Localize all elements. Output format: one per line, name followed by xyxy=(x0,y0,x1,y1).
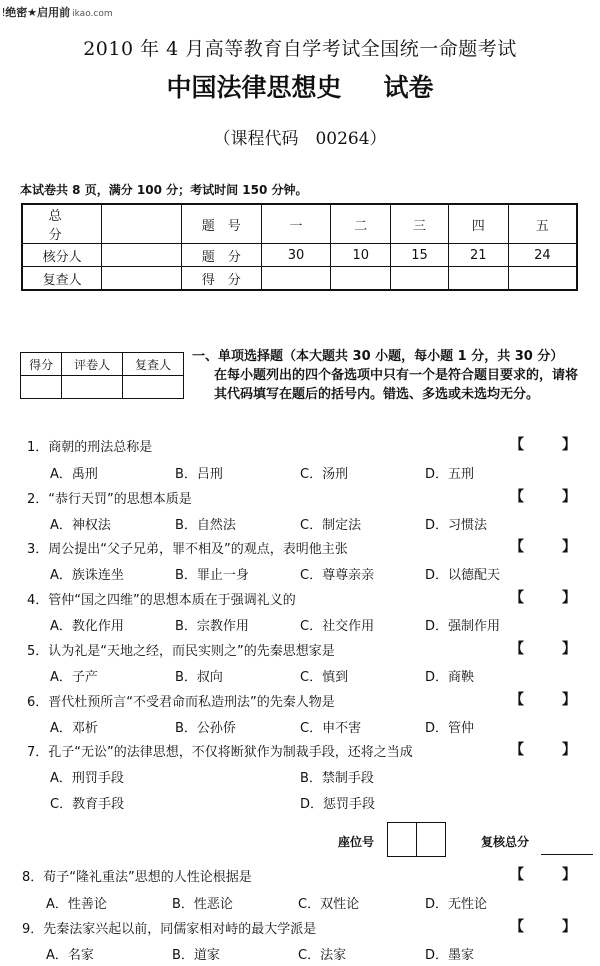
exam-title: 2010 年 4 月高等教育自学考试全国统一命题考试 xyxy=(83,38,517,60)
score-row-points xyxy=(22,244,577,267)
section-number: 五 xyxy=(508,204,577,244)
final-check-line[interactable] xyxy=(541,854,593,855)
option: B．罪止一身 xyxy=(175,568,249,583)
option: A．神权法 xyxy=(50,518,111,533)
option: D．习惯法 xyxy=(425,518,488,533)
reviewer-cell xyxy=(102,267,182,291)
question-stem: 7．孔子“无讼”的法律思想，不仅将断狱作为制裁手段，还将之当成 xyxy=(27,745,413,760)
option: D．五刑 xyxy=(425,467,475,482)
option: A．子产 xyxy=(50,670,98,685)
section-number: 一 xyxy=(261,204,331,244)
answer-bracket[interactable]: 【 】 xyxy=(510,867,576,883)
option: D．无性论 xyxy=(425,897,488,912)
section-points: 15 xyxy=(391,244,449,267)
earned-cell xyxy=(508,267,577,291)
grader-table xyxy=(20,352,184,399)
checker-cell xyxy=(102,244,182,267)
option: C．尊尊亲亲 xyxy=(300,568,375,583)
option: A．教化作用 xyxy=(50,619,124,634)
label-total-score: 总 分 xyxy=(22,204,102,244)
answer-bracket[interactable]: 【 】 xyxy=(510,539,576,555)
option: B．禁制手段 xyxy=(300,771,374,786)
earned-cell xyxy=(261,267,331,291)
grader-header-reviewer: 复查人 xyxy=(123,353,184,376)
option: A．性善论 xyxy=(46,897,107,912)
section-points: 24 xyxy=(508,244,577,267)
option: C．慎到 xyxy=(300,670,349,685)
seat-number-box[interactable] xyxy=(416,822,446,857)
option: C．双性论 xyxy=(298,897,360,912)
option: C．社交作用 xyxy=(300,619,375,634)
option: A．刑罚手段 xyxy=(50,771,124,786)
seat-number-label: 座位号 xyxy=(338,835,375,849)
question-stem: 4．管仲“国之四维”的思想本质在于强调礼义的 xyxy=(27,593,296,608)
option: B．公孙侨 xyxy=(175,721,236,736)
earned-cell xyxy=(391,267,449,291)
answer-bracket[interactable]: 【 】 xyxy=(510,590,576,606)
option: D．管仲 xyxy=(425,721,475,736)
grader-cell xyxy=(62,376,123,399)
answer-bracket[interactable]: 【 】 xyxy=(510,742,576,758)
question-stem: 6．晋代杜预所言“不受君命而私造刑法”的先秦人物是 xyxy=(27,695,335,710)
label-reviewer: 复查人 xyxy=(22,267,102,291)
option: C．汤刑 xyxy=(300,467,349,482)
section-number: 四 xyxy=(448,204,508,244)
course-code: （课程代码 00264） xyxy=(213,129,387,149)
option: D．强制作用 xyxy=(425,619,501,634)
option: A．名家 xyxy=(46,948,94,963)
option: C．申不害 xyxy=(300,721,362,736)
answer-bracket[interactable]: 【 】 xyxy=(510,437,576,453)
label-earned-points: 得 分 xyxy=(181,267,261,291)
question-stem: 1．商朝的刑法总称是 xyxy=(27,440,153,455)
earned-cell xyxy=(448,267,508,291)
option: B．叔向 xyxy=(175,670,223,685)
score-row-earned xyxy=(22,267,577,291)
score-table xyxy=(21,203,578,291)
answer-bracket[interactable]: 【 】 xyxy=(510,692,576,708)
option: A．邓析 xyxy=(50,721,98,736)
option: B．道家 xyxy=(172,948,220,963)
question-stem: 2．“恭行天罚”的思想本质是 xyxy=(27,492,192,507)
final-check-label: 复核总分 xyxy=(481,835,530,849)
watermark: ǃ绝密★启用前 ikao.com xyxy=(2,6,113,19)
grader-header-marker: 评卷人 xyxy=(62,353,123,376)
option: C．教育手段 xyxy=(50,797,125,812)
answer-bracket[interactable]: 【 】 xyxy=(510,919,576,935)
option: B．宗教作用 xyxy=(175,619,249,634)
option: B．自然法 xyxy=(175,518,236,533)
label-question-points: 题 分 xyxy=(181,244,261,267)
section-number: 二 xyxy=(331,204,391,244)
option: A．族诛连坐 xyxy=(50,568,124,583)
grader-cell xyxy=(21,376,62,399)
option: C．法家 xyxy=(298,948,347,963)
section-one-title: 一、单项选择题（本大题共 30 小题，每小题 1 分，共 30 分） xyxy=(192,349,564,364)
subject-name: 中国法律思想史 xyxy=(166,73,342,102)
paper-subject xyxy=(0,68,600,104)
option: D．惩罚手段 xyxy=(300,797,376,812)
paper-label: 试卷 xyxy=(383,73,434,102)
grader-cell xyxy=(123,376,184,399)
question-stem: 5．认为礼是“天地之经，而民实则之”的先秦思想家是 xyxy=(27,644,335,659)
section-one-instruction: 在每小题列出的四个备选项中只有一个是符合题目要求的，请将其代码填写在题后的括号内。错选、多选或未选均无分。 xyxy=(214,368,579,402)
exam-note: 本试卷共 8 页，满分 100 分；考试时间 150 分钟。 xyxy=(20,183,308,197)
option: B．吕刑 xyxy=(175,467,223,482)
option: A．禹刑 xyxy=(50,467,98,482)
option: C．制定法 xyxy=(300,518,362,533)
section-points: 21 xyxy=(448,244,508,267)
answer-bracket[interactable]: 【 】 xyxy=(510,489,576,505)
label-question-number: 题 号 xyxy=(181,204,261,244)
earned-cell xyxy=(331,267,391,291)
section-number: 三 xyxy=(391,204,449,244)
label-checker: 核分人 xyxy=(22,244,102,267)
seat-number-box[interactable] xyxy=(387,822,417,857)
answer-bracket[interactable]: 【 】 xyxy=(510,641,576,657)
grader-header-score: 得分 xyxy=(21,353,62,376)
section-points: 30 xyxy=(261,244,331,267)
section-points: 10 xyxy=(331,244,391,267)
section-one-header xyxy=(192,347,584,404)
total-score-cell xyxy=(102,204,182,244)
option: D．墨家 xyxy=(425,948,475,963)
question-stem: 9．先秦法家兴起以前，同儒家相对峙的最大学派是 xyxy=(22,922,317,937)
question-stem: 8．荀子“隆礼重法”思想的人性论根据是 xyxy=(22,870,252,885)
option: D．商鞅 xyxy=(425,670,475,685)
question-stem: 3．周公提出“父子兄弟，罪不相及”的观点，表明他主张 xyxy=(27,542,348,557)
option: B．性恶论 xyxy=(172,897,233,912)
option: D．以德配天 xyxy=(425,568,501,583)
score-row-total xyxy=(22,204,577,244)
